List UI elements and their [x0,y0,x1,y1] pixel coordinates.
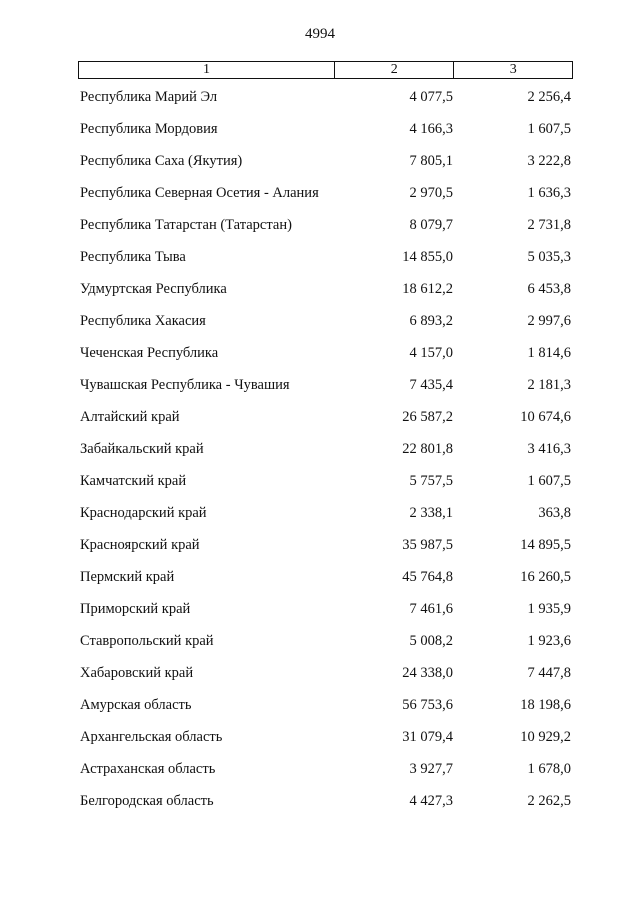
value-column-3-cell: 2 731,8 [527,217,571,233]
value-column-2-cell: 56 753,6 [402,697,453,713]
value-column-3-cell: 1 607,5 [527,121,571,137]
value-column-2-cell: 2 970,5 [409,185,453,201]
value-column-3-cell: 16 260,5 [520,569,571,585]
region-name-cell: Амурская область [80,697,192,713]
region-name-cell: Республика Северная Осетия - Алания [80,185,319,201]
table-row [78,631,573,663]
value-column-2-cell: 22 801,8 [402,441,453,457]
region-name-cell: Красноярский край [80,537,200,553]
value-column-3-cell: 363,8 [538,505,571,521]
value-column-2-cell: 26 587,2 [402,409,453,425]
table-row [78,439,573,471]
value-column-2-cell: 7 805,1 [409,153,453,169]
column-header-1: 1 [79,62,335,78]
table-row [78,183,573,215]
table-row [78,247,573,279]
table-row [78,279,573,311]
value-column-2-cell: 18 612,2 [402,281,453,297]
region-name-cell: Ставропольский край [80,633,214,649]
value-column-3-cell: 2 181,3 [527,377,571,393]
value-column-3-cell: 1 607,5 [527,473,571,489]
table-row [78,695,573,727]
table-row [78,503,573,535]
table-row [78,343,573,375]
region-name-cell: Приморский край [80,601,191,617]
region-name-cell: Камчатский край [80,473,187,489]
value-column-2-cell: 5 757,5 [409,473,453,489]
value-column-3-cell: 1 923,6 [527,633,571,649]
region-name-cell: Краснодарский край [80,505,207,521]
value-column-2-cell: 4 166,3 [409,121,453,137]
table-row [78,727,573,759]
value-column-3-cell: 10 674,6 [520,409,571,425]
value-column-2-cell: 31 079,4 [402,729,453,745]
value-column-3-cell: 14 895,5 [520,537,571,553]
table-row [78,663,573,695]
table-row [78,759,573,791]
value-column-3-cell: 7 447,8 [527,665,571,681]
value-column-2-cell: 8 079,7 [409,217,453,233]
value-column-3-cell: 10 929,2 [520,729,571,745]
table-row [78,407,573,439]
table-header-row [78,61,573,79]
region-name-cell: Республика Тыва [80,249,186,265]
region-name-cell: Белгородская область [80,793,214,809]
region-name-cell: Хабаровский край [80,665,194,681]
value-column-2-cell: 5 008,2 [409,633,453,649]
value-column-3-cell: 18 198,6 [520,697,571,713]
value-column-2-cell: 7 461,6 [409,601,453,617]
value-column-2-cell: 4 157,0 [409,345,453,361]
value-column-2-cell: 4 427,3 [409,793,453,809]
region-name-cell: Забайкальский край [80,441,204,457]
value-column-2-cell: 45 764,8 [402,569,453,585]
region-name-cell: Астраханская область [80,761,216,777]
table-row [78,87,573,119]
value-column-2-cell: 24 338,0 [402,665,453,681]
region-name-cell: Чувашская Республика - Чувашия [80,377,290,393]
value-column-3-cell: 5 035,3 [527,249,571,265]
region-name-cell: Чеченская Республика [80,345,219,361]
page-number: 4994 [305,26,335,42]
region-name-cell: Республика Марий Эл [80,89,218,105]
value-column-3-cell: 2 256,4 [527,89,571,105]
data-table [78,61,573,823]
value-column-2-cell: 35 987,5 [402,537,453,553]
value-column-2-cell: 14 855,0 [402,249,453,265]
region-name-cell: Республика Саха (Якутия) [80,153,243,169]
column-header-2: 2 [335,62,455,78]
region-name-cell: Пермский край [80,569,175,585]
table-row [78,599,573,631]
region-name-cell: Республика Хакасия [80,313,206,329]
table-row [78,535,573,567]
value-column-2-cell: 4 077,5 [409,89,453,105]
value-column-3-cell: 3 222,8 [527,153,571,169]
table-row [78,119,573,151]
table-row [78,375,573,407]
value-column-3-cell: 3 416,3 [527,441,571,457]
region-name-cell: Алтайский край [80,409,180,425]
value-column-2-cell: 3 927,7 [409,761,453,777]
value-column-3-cell: 2 262,5 [527,793,571,809]
value-column-3-cell: 6 453,8 [527,281,571,297]
value-column-3-cell: 1 678,0 [527,761,571,777]
column-header-3: 3 [509,62,517,77]
region-name-cell: Республика Татарстан (Татарстан) [80,217,292,233]
table-row [78,215,573,247]
value-column-3-cell: 1 814,6 [527,345,571,361]
region-name-cell: Архангельская область [80,729,223,745]
table-body [78,87,573,823]
region-name-cell: Республика Мордовия [80,121,218,137]
value-column-2-cell: 6 893,2 [409,313,453,329]
value-column-2-cell: 2 338,1 [409,505,453,521]
value-column-3-cell: 1 935,9 [527,601,571,617]
table-row [78,151,573,183]
table-row [78,791,573,823]
region-name-cell: Удмуртская Республика [80,281,227,297]
value-column-3-cell: 1 636,3 [527,185,571,201]
table-row [78,567,573,599]
table-row [78,471,573,503]
value-column-3-cell: 2 997,6 [527,313,571,329]
table-row [78,311,573,343]
value-column-2-cell: 7 435,4 [409,377,453,393]
